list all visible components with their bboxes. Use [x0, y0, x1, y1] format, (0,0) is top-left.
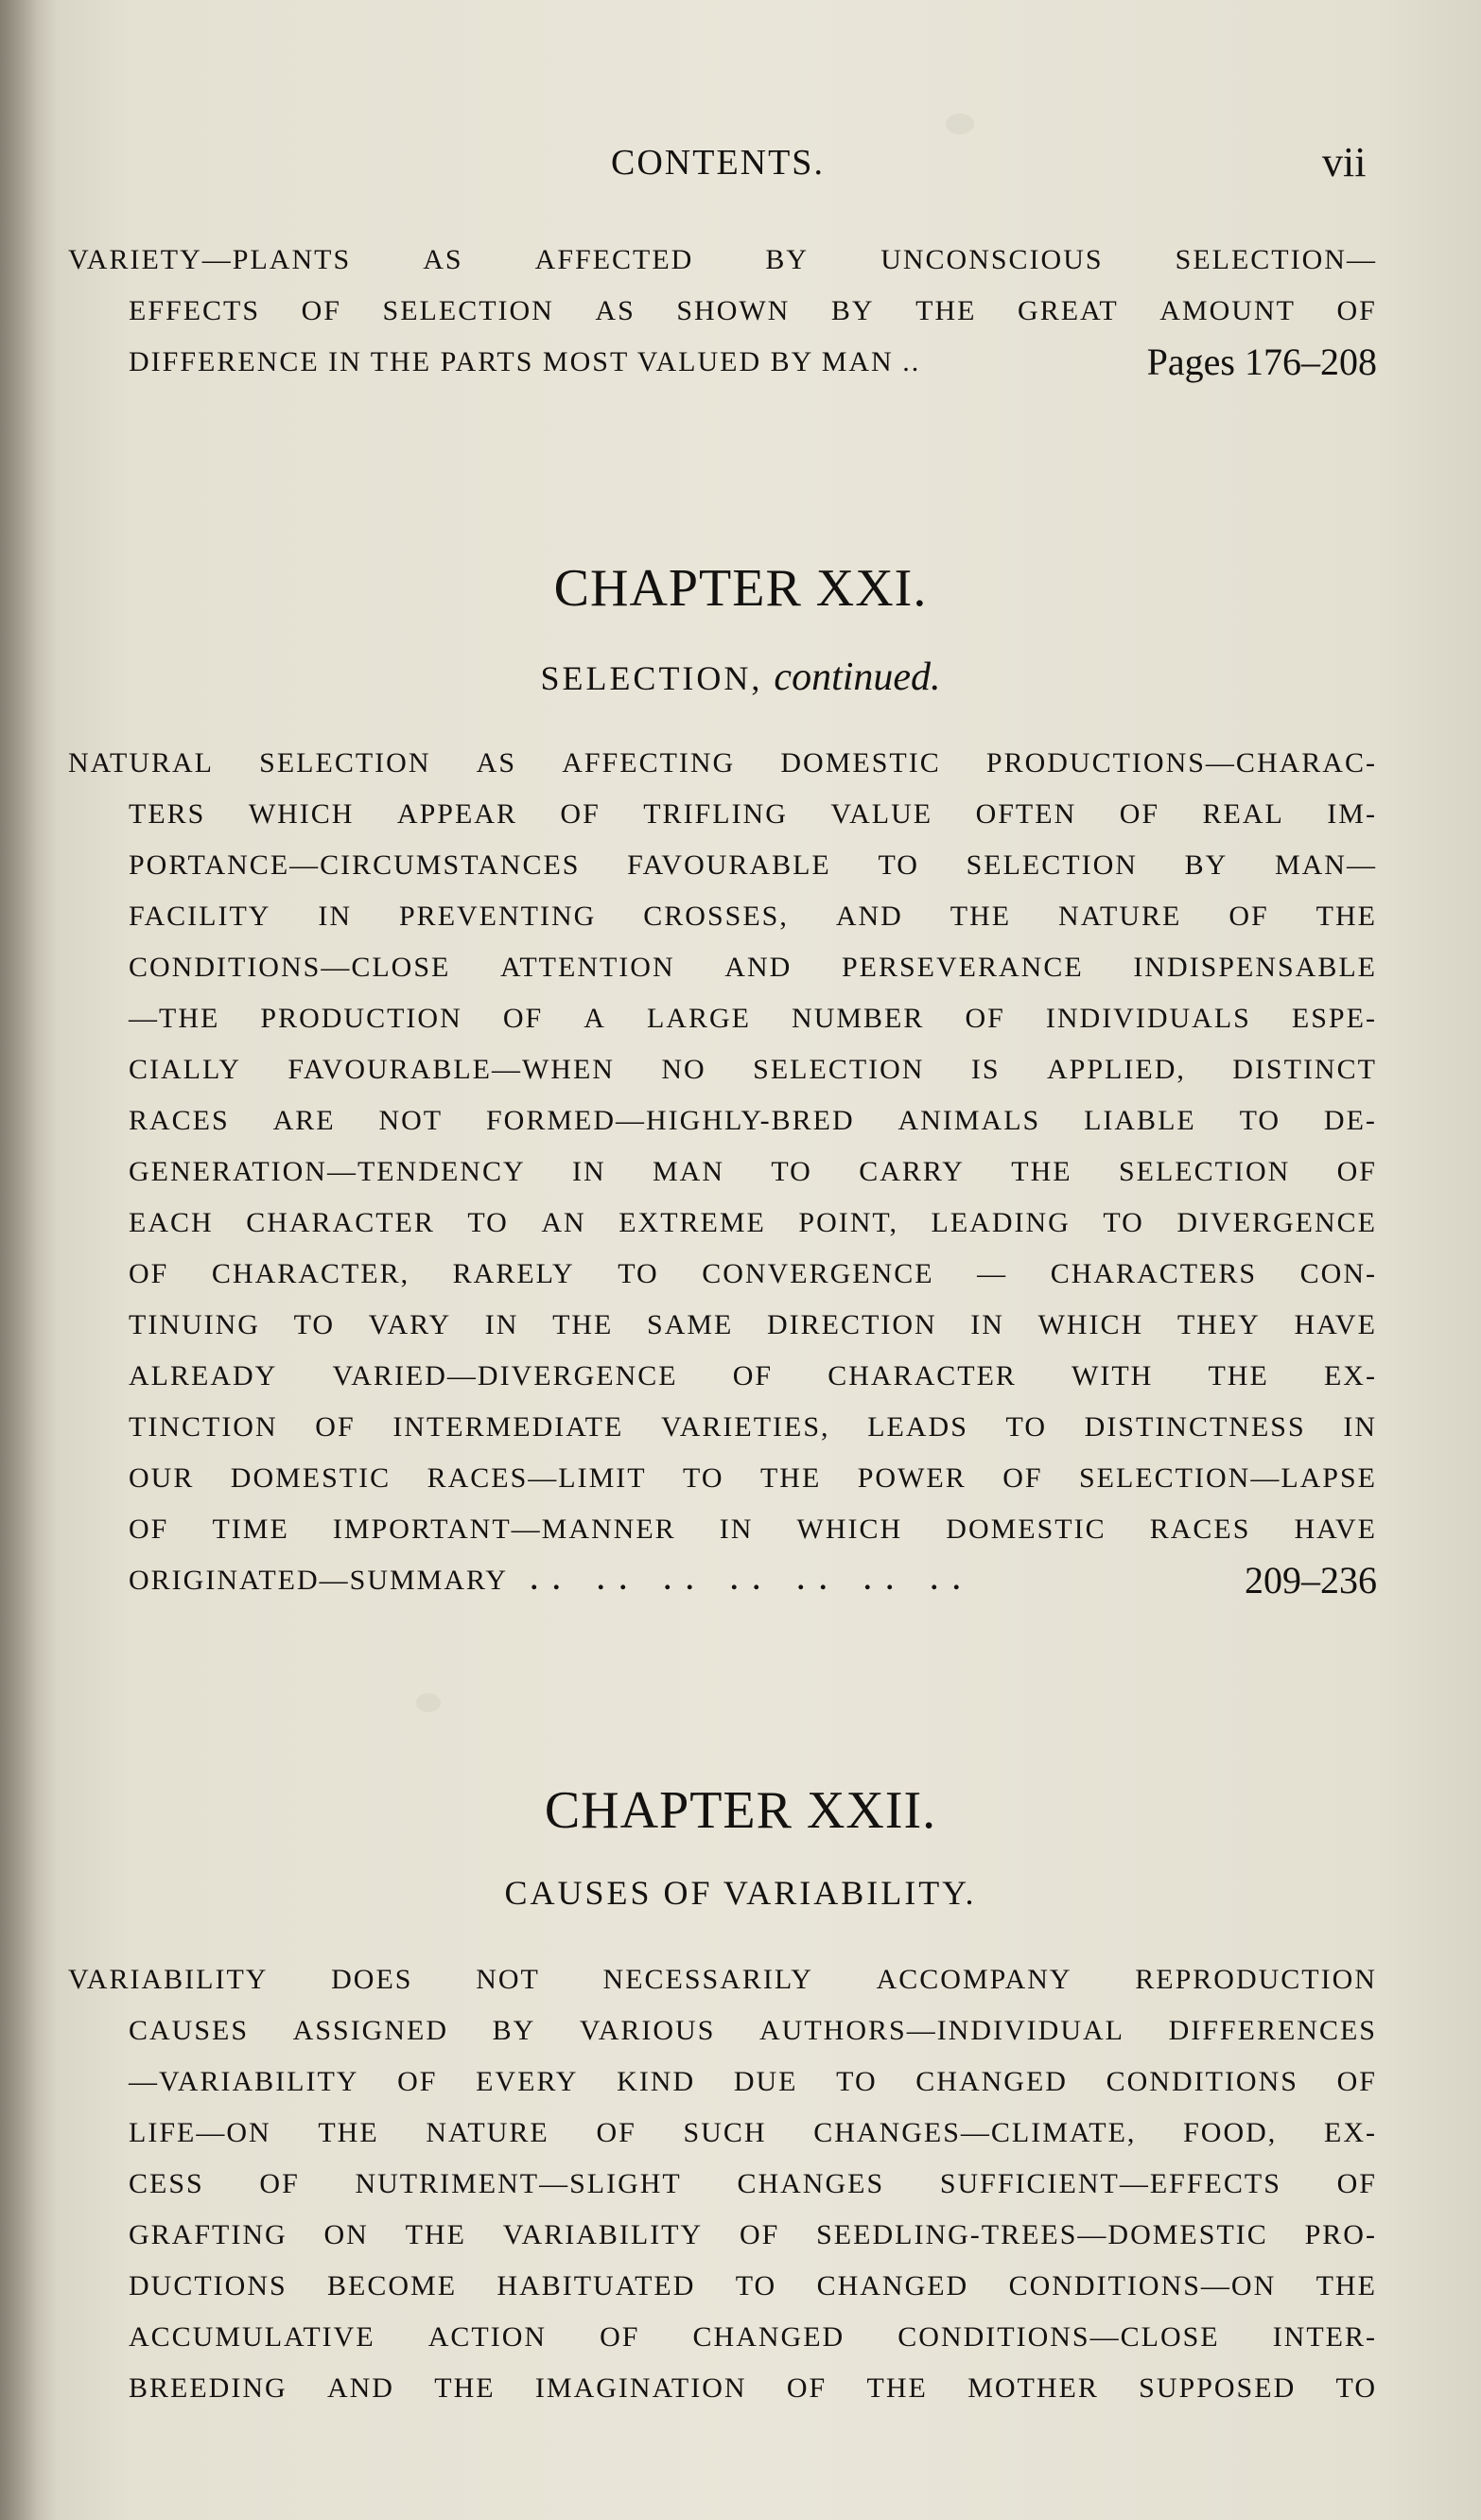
summary-line: FACILITY IN PREVENTING CROSSES, AND THE NATURE OF THE: [129, 901, 1377, 932]
chapter-21-summary: [68, 738, 1377, 1606]
page-header: [0, 139, 1481, 199]
summary-line: VARIABILITY DOES NOT NECESSARILY ACCOMPANY REPRODUCTION: [68, 1964, 1377, 1995]
summary-line: NATURAL SELECTION AS AFFECTING DOMESTIC PRODUCTIONS—CHARAC-: [68, 747, 1377, 779]
summary-line: DUCTIONS BECOME HABITUATED TO CHANGED CONDITIONS—ON THE: [129, 2270, 1377, 2301]
summary-line: GENERATION—TENDENCY IN MAN TO CARRY THE SELECTION OF: [129, 1156, 1377, 1187]
summary-line: ACCUMULATIVE ACTION OF CHANGED CONDITIONS—CLOSE INTER-: [129, 2321, 1377, 2353]
summary-line: TINCTION OF INTERMEDIATE VARIETIES, LEADS TO DISTINCTNESS IN: [129, 1411, 1377, 1443]
chapter-22-title: CHAPTER XXII.: [544, 1781, 937, 1840]
summary-line: BREEDING AND THE IMAGINATION OF THE MOTHER SUPPOSED TO: [129, 2372, 1377, 2404]
summary-line: CONDITIONS—CLOSE ATTENTION AND PERSEVERANCE INDISPENSABLE: [129, 952, 1377, 983]
summary-last-line: [129, 1555, 1377, 1606]
summary-last-line: [129, 337, 1377, 388]
chapter-21-subtitle: [0, 655, 1481, 700]
summary-line: EACH CHARACTER TO AN EXTREME POINT, LEADING TO DIVERGENCE: [129, 1207, 1377, 1238]
leader-dots: .. .. .. .. .. .. ..: [531, 1565, 976, 1596]
summary-line: CAUSES ASSIGNED BY VARIOUS AUTHORS—INDIVIDUAL DIFFERENCES: [129, 2015, 1377, 2046]
summary-line-text: DIFFERENCE IN THE PARTS MOST VALUED BY MAN ..: [129, 346, 921, 377]
summary-line: PORTANCE—CIRCUMSTANCES FAVOURABLE TO SELECTION BY MAN—: [129, 849, 1377, 881]
paper-spot: [416, 1693, 441, 1712]
summary-line: OF CHARACTER, RARELY TO CONVERGENCE — CHARACTERS CON-: [129, 1258, 1377, 1289]
summary-line: OF TIME IMPORTANT—MANNER IN WHICH DOMESTIC RACES HAVE: [129, 1514, 1377, 1545]
summary-line: —VARIABILITY OF EVERY KIND DUE TO CHANGED CONDITIONS OF: [129, 2066, 1377, 2097]
paper-spot: [946, 114, 974, 134]
summary-line: CESS OF NUTRIMENT—SLIGHT CHANGES SUFFICIENT—EFFECTS OF: [129, 2168, 1377, 2199]
chapter-21-subtitle-italic: continued.: [774, 656, 941, 699]
summary-line: ALREADY VARIED—DIVERGENCE OF CHARACTER WITH THE EX-: [129, 1360, 1377, 1391]
chapter-22-subtitle: CAUSES OF VARIABILITY.: [504, 1874, 977, 1912]
chapter-21-subtitle-plain: SELECTION,: [540, 659, 763, 697]
running-head: CONTENTS.: [611, 143, 825, 183]
summary-line: RACES ARE NOT FORMED—HIGHLY-BRED ANIMALS LIABLE TO DE-: [129, 1105, 1377, 1136]
summary-line: —THE PRODUCTION OF A LARGE NUMBER OF INDIVIDUALS ESPE-: [129, 1003, 1377, 1034]
summary-line: OUR DOMESTIC RACES—LIMIT TO THE POWER OF SELECTION—LAPSE: [129, 1462, 1377, 1494]
leader-dots: [920, 337, 1146, 388]
summary-line: EFFECTS OF SELECTION AS SHOWN BY THE GREAT AMOUNT OF: [129, 295, 1377, 326]
summary-line: LIFE—ON THE NATURE OF SUCH CHANGES—CLIMATE, FOOD, EX-: [129, 2117, 1377, 2148]
summary-line: VARIETY—PLANTS AS AFFECTED BY UNCONSCIOUS SELECTION—: [68, 244, 1377, 275]
page-range: Pages 176–208: [1146, 341, 1377, 383]
summary-line: TERS WHICH APPEAR OF TRIFLING VALUE OFTEN OF REAL IM-: [129, 798, 1377, 830]
summary-line: GRAFTING ON THE VARIABILITY OF SEEDLING-TREES—DOMESTIC PRO-: [129, 2219, 1377, 2250]
gutter-shadow: [0, 0, 57, 2520]
chapter-21-title: CHAPTER XXI.: [553, 559, 928, 618]
summary-line: CIALLY FAVOURABLE—WHEN NO SELECTION IS APPLIED, DISTINCT: [129, 1054, 1377, 1085]
summary-line-text: ORIGINATED—SUMMARY: [129, 1565, 509, 1596]
page-range: 209–236: [1245, 1559, 1377, 1601]
summary-line: TINUING TO VARY IN THE SAME DIRECTION IN WHICH THEY HAVE: [129, 1309, 1377, 1340]
chapter-22-summary: [68, 1954, 1377, 2414]
page-number: vii: [1322, 139, 1367, 185]
chapter-20-summary-tail: [68, 235, 1377, 388]
